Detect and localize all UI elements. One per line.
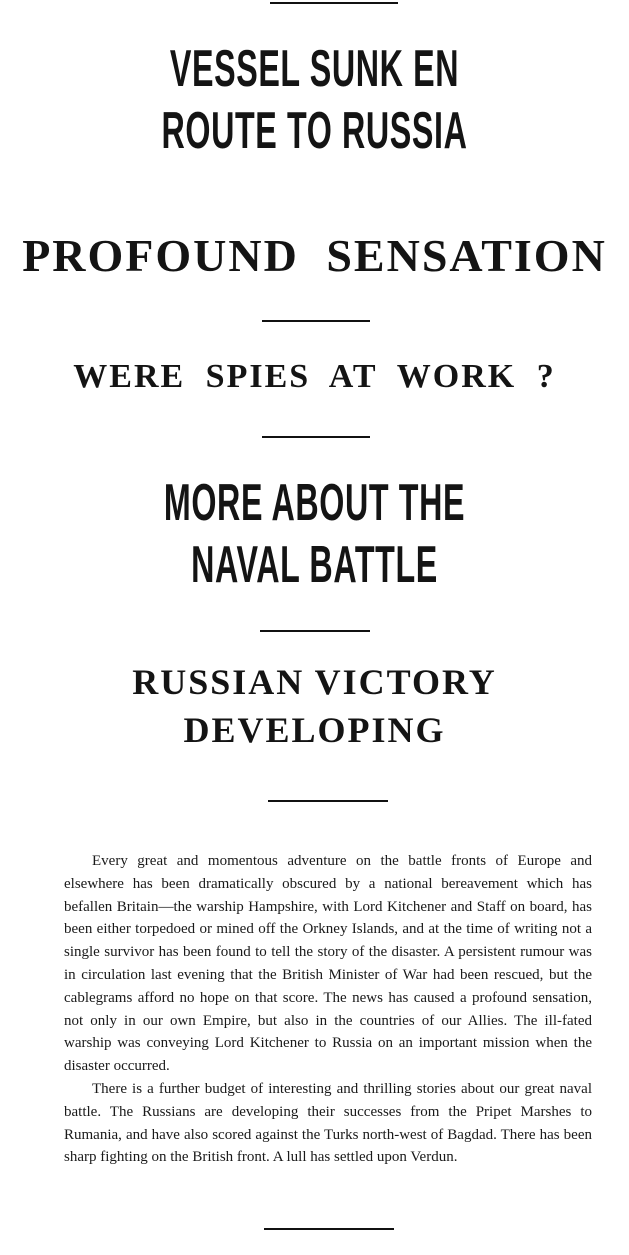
rule-after-russian-victory — [268, 800, 388, 802]
article-body — [64, 850, 592, 1169]
top-rule — [270, 2, 398, 4]
rule-after-naval-battle — [260, 630, 370, 632]
headline-spies-at-work: WERE SPIES AT WORK ? — [73, 358, 556, 395]
headline-naval-battle: MORE ABOUT THE NAVAL BATTLE — [163, 474, 466, 594]
headline-russian-victory: RUSSIAN VICTORY DEVELOPING — [132, 662, 497, 750]
article-paragraph-2: There is a further budget of interesting and thrilling stories about our great naval battle. The Russians are developing their successes from the Pripet Marshes to Rumania, and have also scored against the Turks north-west of Bagdad. There has been sharp fighting on the British front. A lull has settled upon Verdun. — [64, 1080, 592, 1166]
article-paragraph-1: Every great and momentous adventure on the battle fronts of Europe and elsewhere has been dramatically obscured by a national bereavement which has befallen Britain—the warship Hampshire, with Lord Kitchener and Staff on board, has been either torpedoed or mined off the Orkney Islands, and at the time of writing not a single survivor has been found to tell the story of the disaster. A persistent rumour was in circulation last evening that the British Minister of War had been rescued, but the cablegrams afford no hope on that score. The news has caused a profound sensation, not only in our own Empire, but also in the countries of our Allies. The ill-fated warship was conveying Lord Kitchener to Russia on an important mission when the disaster occurred. — [64, 853, 592, 1075]
rule-after-sensation — [262, 320, 370, 322]
bottom-rule — [264, 1228, 394, 1230]
headline-vessel-sunk: VESSEL SUNK EN ROUTE TO RUSSIA — [161, 40, 468, 160]
headline-profound-sensation: PROFOUND SENSATION — [22, 230, 607, 281]
rule-after-spies — [262, 436, 370, 438]
